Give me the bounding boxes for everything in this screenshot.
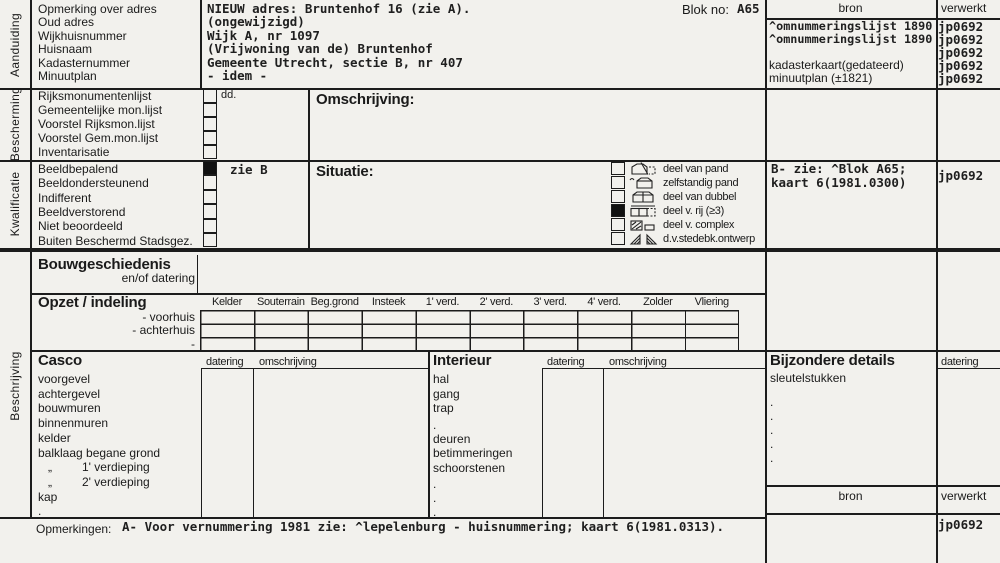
field-label-kadasternummer: Kadasternummer: [38, 55, 131, 70]
verwerkt-entry: jp0692: [938, 18, 984, 34]
rule: [30, 0, 32, 517]
opzet-row-label-voorhuis: - voorhuis: [142, 310, 195, 324]
field-value-wijkhuisnummer: Wijk A, nr 1097: [207, 27, 320, 43]
detached-building-icon: [628, 176, 660, 189]
casco-item: balklaag begane grond: [38, 445, 161, 460]
bijzondere-item: .: [770, 451, 774, 465]
checkbox-beeldbepalend: [203, 161, 218, 175]
rule: [765, 485, 1000, 487]
bescherming-item-label: Voorstel Gem.mon.lijst: [38, 131, 159, 145]
kwalificatie-item-label: Niet beoordeeld: [38, 219, 123, 234]
field-value-kadasternummer: Gemeente Utrecht, sectie B, nr 407: [207, 54, 463, 70]
interieur-item: hal: [433, 372, 450, 386]
bijzondere-item: .: [770, 423, 774, 437]
opzet-column-header: Insteek: [371, 296, 406, 308]
opzet-column-header: Beg.grond: [310, 296, 359, 308]
checkbox-inventarisatie: [203, 145, 217, 159]
opzet-column-header: Vliering: [694, 296, 729, 308]
checkbox-beeldondersteunend: [203, 175, 218, 189]
kwalificatie-item-label: Beeldbepalend: [38, 162, 119, 176]
kwalificatie-verwerkt-value: jp0692: [938, 168, 984, 183]
verwerkt-column-header: verwerkt: [941, 1, 987, 15]
section-label-aanduiding: Aanduiding: [8, 12, 22, 78]
situatie-type-label: zelfstandig pand: [663, 176, 739, 189]
casco-item: kelder: [38, 430, 71, 445]
situatie-type-label: deel van pand: [663, 163, 729, 175]
section-label-beschrijving: Beschrijving: [8, 351, 22, 421]
rule: [253, 368, 254, 517]
casco-omschrijving-header: omschrijving: [259, 356, 317, 368]
section-label-kwalificatie: Kwalificatie: [8, 171, 22, 237]
casco-item: voorgevel: [38, 372, 91, 386]
rule: [197, 255, 198, 293]
verwerkt-entry: jp0692: [938, 57, 984, 73]
kwalificatie-item-label: Indifferent: [38, 190, 92, 205]
casco-item: bouwmuren: [38, 401, 101, 416]
bijzondere-item: .: [770, 409, 774, 423]
rule: [201, 368, 202, 517]
casco-item: „ 2' verdieping: [48, 474, 150, 489]
checkbox-voorstel-rijksmonlijst: [203, 117, 217, 131]
situatie-type-label: d.v.stedebk.ontwerp: [663, 232, 755, 245]
field-label-oud-adres: Oud adres: [38, 15, 95, 30]
checkbox-deel-v-complex: [611, 218, 625, 231]
kwalificatie-item-label: Beeldondersteunend: [38, 176, 149, 191]
field-label-minuutplan: Minuutplan: [38, 69, 97, 83]
checkbox-zelfstandig-pand: [611, 176, 625, 189]
casco-item: binnenmuren: [38, 416, 109, 431]
bron-entry: ^omnummeringslijst 1890: [769, 31, 933, 46]
opzet-column-header: Kelder: [211, 296, 242, 308]
bron-footer-header: bron: [838, 489, 863, 503]
field-label-wijkhuisnummer: Wijkhuisnummer: [38, 28, 127, 43]
interieur-item: deuren: [433, 431, 471, 446]
bron-column-header: bron: [838, 1, 863, 15]
opmerkingen-label: Opmerkingen:: [36, 522, 112, 536]
checkbox-stedebouwkundig-ontwerp: [611, 232, 625, 245]
bescherming-item-label: Inventarisatie: [38, 145, 110, 159]
opzet-row-label-achterhuis: - achterhuis: [132, 323, 195, 338]
situatie-type-label: deel van dubbel: [663, 190, 737, 203]
opzet-row-label-blank: -: [191, 336, 195, 351]
rule: [765, 513, 1000, 515]
rule: [200, 0, 202, 88]
rule: [542, 368, 543, 517]
verwerkt-entry: jp0692: [938, 44, 984, 60]
opzet-column-header: 3' verd.: [533, 296, 567, 308]
bescherming-item-label: Gemeentelijke mon.lijst: [38, 103, 163, 117]
interieur-item: schoorstenen: [433, 460, 506, 475]
casco-title: Casco: [38, 352, 83, 369]
bijzondere-item: .: [770, 437, 774, 451]
bijzondere-item: .: [770, 395, 774, 409]
verwerkt-entry: jp0692: [938, 31, 984, 47]
field-label-opmerking-over-adres: Opmerking over adres: [38, 2, 157, 16]
interieur-datering-header: datering: [547, 356, 585, 368]
situatie-type-label: deel v. complex: [663, 218, 735, 231]
interieur-item: trap: [433, 401, 454, 416]
bijzondere-item: sleutelstukken: [770, 371, 847, 385]
interieur-item: betimmeringen: [433, 446, 513, 461]
opzet-indeling-title: Opzet / indeling: [38, 294, 147, 311]
kwalificatie-bron-note: kaart 6(1981.0300): [771, 175, 907, 190]
dd-label: dd.: [221, 89, 237, 101]
interieur-item: .: [433, 491, 437, 505]
checkbox-niet-beoordeeld: [203, 219, 218, 233]
opzet-column-header: 1' verd.: [425, 296, 460, 308]
interieur-item: .: [433, 477, 437, 491]
kwalificatie-bron-note: B- zie: ^Blok A65;: [771, 161, 907, 176]
checkbox-beeldverstorend: [203, 204, 218, 218]
field-label-huisnaam: Huisnaam: [38, 42, 93, 57]
row-building-icon: [628, 204, 660, 217]
field-value-minuutplan: - idem -: [207, 68, 268, 83]
situatie-type-label: deel v. rij (≥3): [663, 204, 724, 217]
section-label-bescherming: Bescherming: [8, 86, 22, 162]
casco-item: achtergevel: [38, 386, 101, 401]
bijzondere-datering-header: datering: [941, 356, 979, 368]
bron-entry: minuutplan (±1821): [769, 70, 873, 85]
bouwgeschiedenis-subtitle: en/of datering: [121, 271, 195, 285]
casco-datering-header: datering: [206, 356, 244, 368]
interieur-item: .: [433, 418, 437, 432]
bouwgeschiedenis-title: Bouwgeschiedenis: [38, 256, 171, 273]
bescherming-item-label: Rijksmonumentenlijst: [38, 89, 152, 103]
complex-building-icon: [628, 218, 660, 231]
rule: [308, 88, 310, 249]
bijzondere-details-title: Bijzondere details: [770, 352, 895, 369]
opzet-column-header: Zolder: [643, 296, 673, 308]
opzet-column-header: Souterrain: [256, 296, 305, 308]
field-value-oud-adres: (ongewijzigd): [207, 14, 305, 30]
opzet-column-header: 4' verd.: [587, 296, 621, 308]
interieur-item: gang: [433, 386, 460, 401]
checkbox-rijksmonumentenlijst: [203, 89, 217, 103]
part-of-building-icon: [628, 162, 660, 175]
bron-entry: kadasterkaart(gedateerd): [769, 57, 904, 72]
checkbox-voorstel-gemmonlijst: [203, 131, 217, 145]
verwerkt-footer-header: verwerkt: [941, 489, 987, 503]
field-value-huisnaam: (Vrijwoning van de) Bruntenhof: [207, 41, 433, 57]
rule: [0, 248, 1000, 252]
checkbox-gemeentelijke-monlijst: [203, 103, 217, 117]
beeldbepalend-note: zie B: [230, 162, 268, 177]
opmerkingen-verwerkt-value: jp0692: [938, 517, 984, 532]
checkbox-deel-v-rij: [611, 204, 625, 217]
kwalificatie-item-label: Buiten Beschermd Stadsgez.: [38, 233, 193, 248]
urban-design-icon: [628, 232, 660, 245]
checkbox-buiten-beschermd: [203, 233, 218, 247]
rule: [765, 0, 767, 563]
opzet-table: [200, 310, 739, 350]
blok-no-value: A65: [737, 1, 760, 16]
field-value-opmerking-over-adres: NIEUW adres: Bruntenhof 16 (zie A).: [207, 1, 471, 16]
rule: [603, 368, 604, 517]
casco-item: „ 1' verdieping: [48, 460, 150, 475]
bescherming-item-label: Voorstel Rijksmon.lijst: [38, 117, 155, 131]
casco-item: kap: [38, 489, 58, 504]
double-building-icon: [628, 190, 660, 203]
interieur-item: .: [433, 505, 437, 519]
kwalificatie-item-label: Beeldverstorend: [38, 204, 126, 219]
checkbox-deel-van-pand: [611, 162, 625, 175]
bron-entry: ^omnummeringslijst 1890: [769, 18, 933, 33]
opmerkingen-value: A- Voor vernummering 1981 zie: ^lepelenburg - huisnummering; kaart 6(1981.0313).: [122, 519, 725, 534]
interieur-omschrijving-header: omschrijving: [609, 356, 667, 368]
verwerkt-entry: jp0692: [938, 70, 984, 86]
rule: [428, 350, 430, 517]
interieur-title: Interieur: [433, 352, 492, 369]
situatie-title: Situatie:: [316, 163, 374, 180]
blok-no-label: Blok no:: [682, 2, 729, 17]
casco-item: .: [38, 504, 42, 518]
checkbox-indifferent: [203, 190, 218, 204]
checkbox-deel-van-dubbel: [611, 190, 625, 203]
omschrijving-title: Omschrijving:: [316, 91, 415, 108]
opzet-column-header: 2' verd.: [479, 296, 513, 308]
